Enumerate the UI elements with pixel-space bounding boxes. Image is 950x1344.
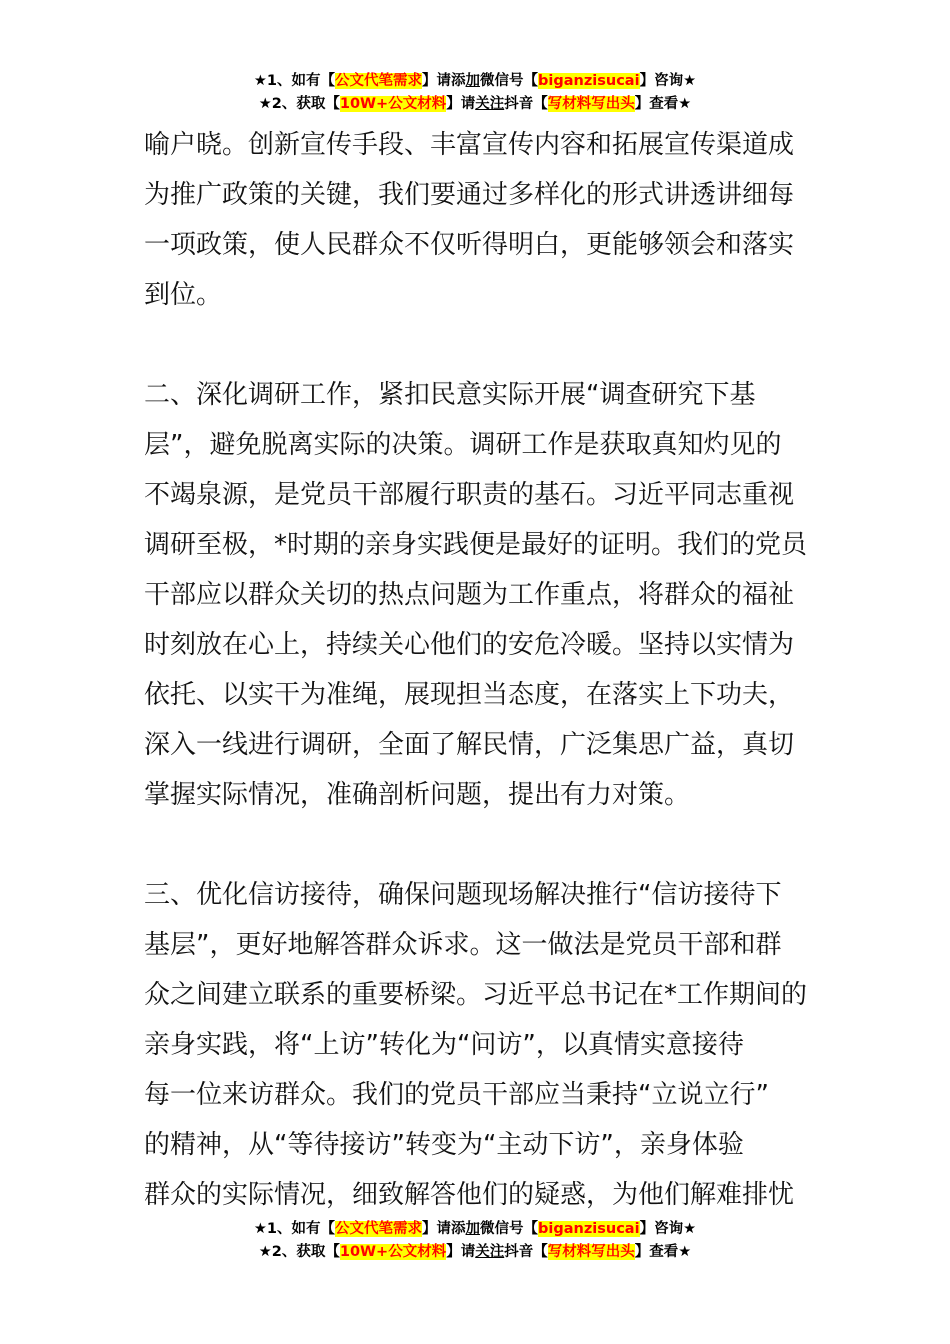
text-line: 的精神，从“等待接访”转变为“主动下访”，亲身体验 bbox=[144, 1130, 744, 1160]
text-line: 众之间建立联系的重要桥梁。习近平总书记在*工作期间的 bbox=[144, 980, 808, 1010]
text-line: 依托、以实干为准绳，展现担当态度，在落实上下功夫， bbox=[144, 680, 795, 710]
highlight-service: 公文代笔需求 bbox=[335, 1221, 423, 1237]
text-line: 三、优化信访接待，确保问题现场解决推行“信访接待下 bbox=[144, 880, 782, 910]
text-line: 掌握实际情况，准确剖析问题，提出有力对策。 bbox=[144, 780, 691, 810]
highlight-wechat-id: biganzisucai bbox=[538, 73, 640, 89]
banner-line-2: ★2、获取【10W+公文材料】请关注抖音【写材料写出头】查看★ bbox=[258, 96, 692, 112]
text-line: 层”，避免脱离实际的决策。调研工作是获取真知灼见的 bbox=[144, 430, 782, 460]
paragraph-gap bbox=[144, 320, 808, 370]
text-line: 基层”，更好地解答群众诉求。这一做法是党员干部和群 bbox=[144, 930, 782, 960]
header-banner bbox=[0, 70, 950, 116]
highlight-douyin: 写材料写出头 bbox=[547, 96, 635, 112]
footer-banner bbox=[0, 1218, 950, 1264]
paragraph-1 bbox=[144, 120, 808, 320]
banner-line-2: ★2、获取【10W+公文材料】请关注抖音【写材料写出头】查看★ bbox=[258, 1244, 692, 1260]
text-line: 到位。 bbox=[144, 280, 223, 310]
banner-line-1: ★1、如有【公文代笔需求】请添加微信号【biganzisucai】咨询★ bbox=[253, 73, 697, 89]
highlight-douyin: 写材料写出头 bbox=[547, 1244, 635, 1260]
highlight-materials: 10W+公文材料 bbox=[339, 96, 447, 112]
paragraph-3 bbox=[144, 870, 808, 1220]
text-line: 深入一线进行调研，全面了解民情，广泛集思广益，真切 bbox=[144, 730, 795, 760]
highlight-materials: 10W+公文材料 bbox=[339, 1244, 447, 1260]
text-line: 亲身实践，将“上访”转化为“问访”，以真情实意接待 bbox=[144, 1030, 744, 1060]
document-body bbox=[144, 120, 808, 1220]
text-line: 群众的实际情况，细致解答他们的疑惑，为他们解难排忧 bbox=[144, 1180, 795, 1210]
highlight-wechat-id: biganzisucai bbox=[538, 1221, 640, 1237]
text-line: 时刻放在心上，持续关心他们的安危冷暖。坚持以实情为 bbox=[144, 630, 795, 660]
text-line: 干部应以群众关切的热点问题为工作重点，将群众的福祉 bbox=[144, 580, 795, 610]
paragraph-2 bbox=[144, 370, 808, 820]
text-line: 喻户晓。创新宣传手段、丰富宣传内容和拓展宣传渠道成 bbox=[144, 130, 795, 160]
highlight-service: 公文代笔需求 bbox=[335, 73, 423, 89]
text-line: 二、深化调研工作，紧扣民意实际开展“调查研究下基 bbox=[144, 380, 756, 410]
paragraph-gap bbox=[144, 820, 808, 870]
text-line: 不竭泉源，是党员干部履行职责的基石。习近平同志重视 bbox=[144, 480, 795, 510]
text-line: 调研至极，*时期的亲身实践便是最好的证明。我们的党员 bbox=[144, 530, 808, 560]
text-line: 为推广政策的关键，我们要通过多样化的形式讲透讲细每 bbox=[144, 180, 795, 210]
text-line: 一项政策，使人民群众不仅听得明白，更能够领会和落实 bbox=[144, 230, 795, 260]
text-line: 每一位来访群众。我们的党员干部应当秉持“立说立行” bbox=[144, 1080, 769, 1110]
banner-line-1: ★1、如有【公文代笔需求】请添加微信号【biganzisucai】咨询★ bbox=[253, 1221, 697, 1237]
